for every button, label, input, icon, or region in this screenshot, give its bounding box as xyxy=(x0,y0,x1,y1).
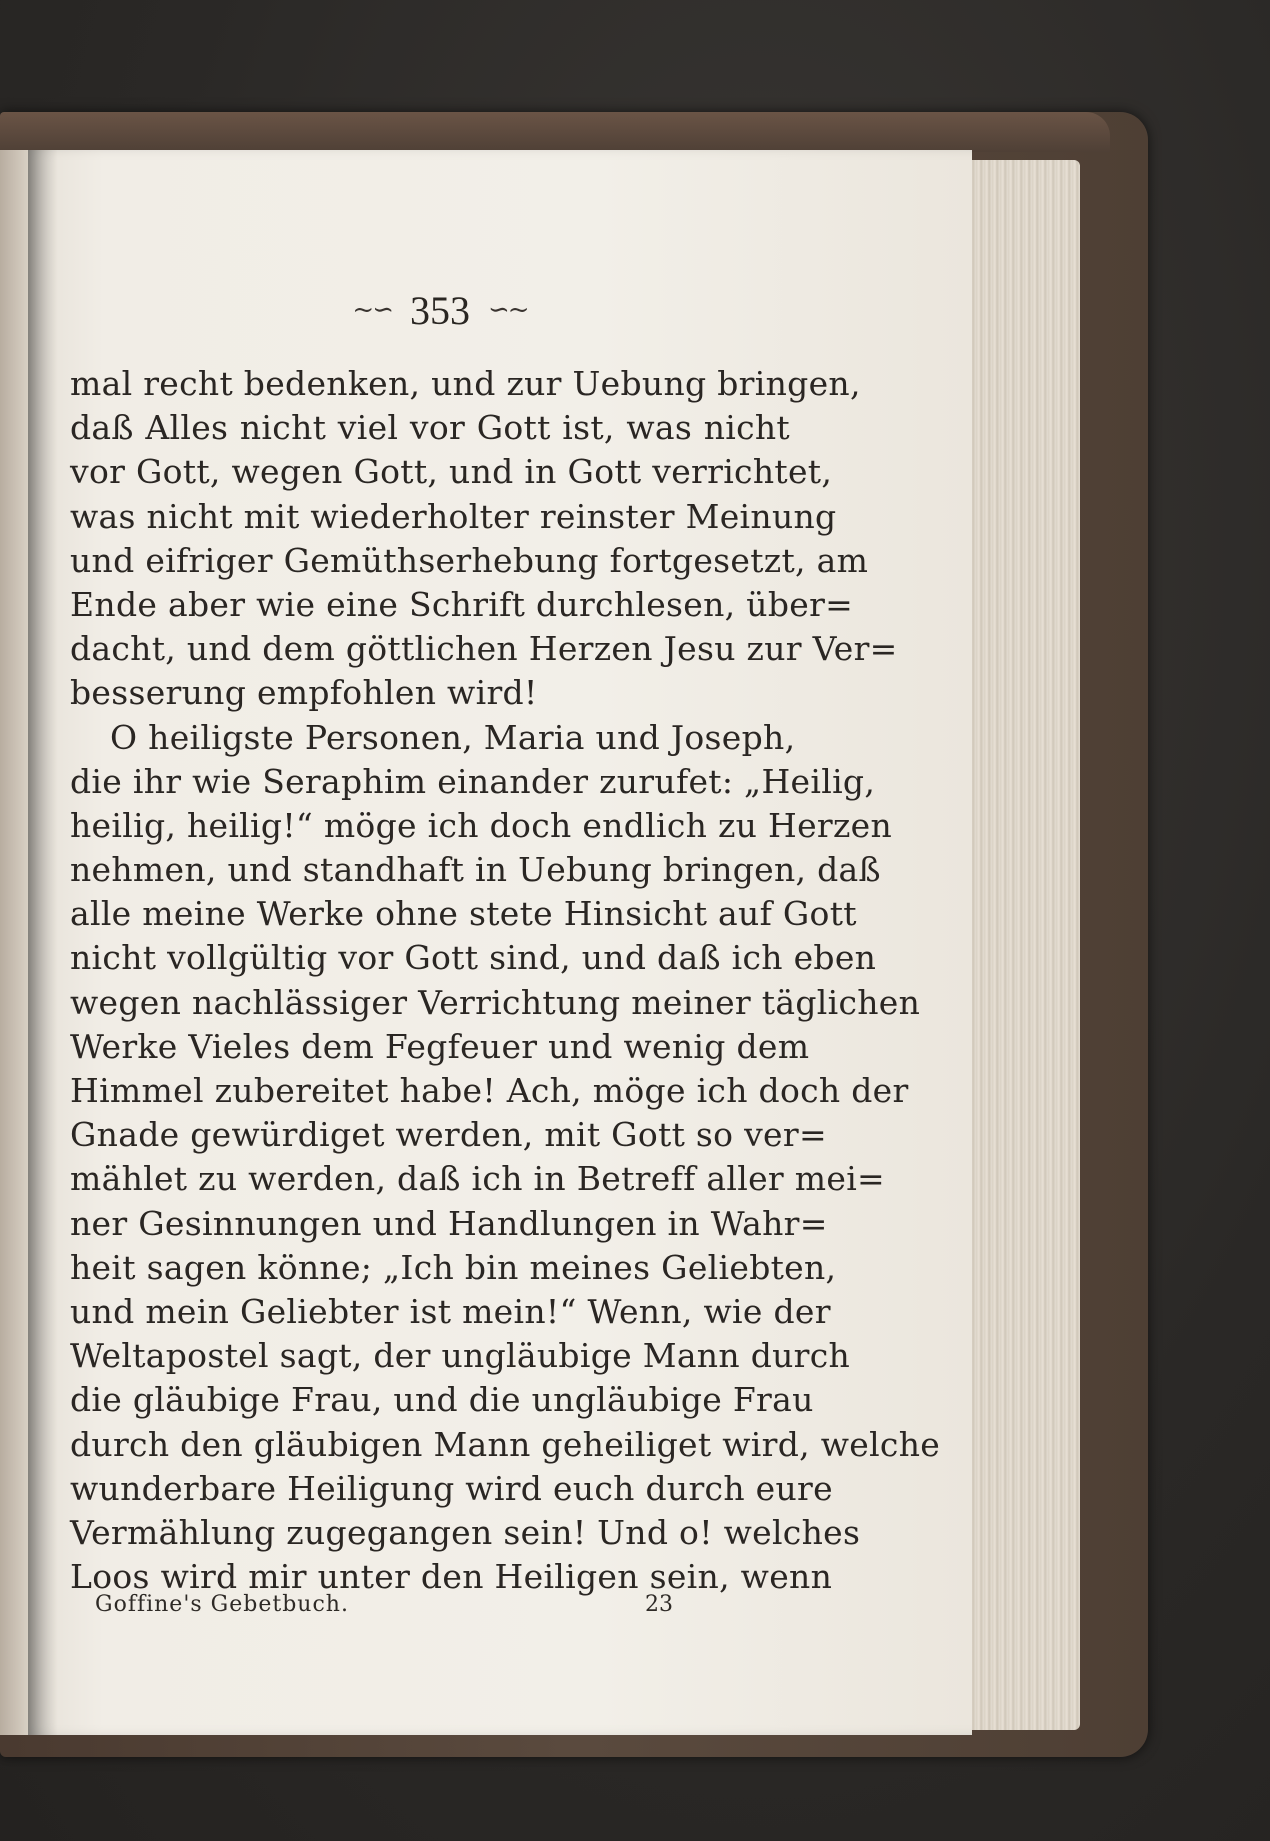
text-line: was nicht mit wiederholter reinster Meinung xyxy=(70,496,837,536)
page-header xyxy=(300,285,580,335)
text-line: vor Gott, wegen Gott, und in Gott verrichtet, xyxy=(70,452,833,492)
text-line: alle meine Werke ohne stete Hinsicht auf Gott xyxy=(70,894,857,934)
text-line: daß Alles nicht viel vor Gott ist, was nicht xyxy=(70,408,790,448)
text-line: mählet zu werden, daß ich in Betreff aller mei= xyxy=(70,1159,885,1199)
text-line: dacht, und dem göttlichen Herzen Jesu zur Ver= xyxy=(70,629,898,669)
text-line: ner Gesinnungen und Handlungen in Wahr= xyxy=(70,1203,828,1243)
facing-page-sliver xyxy=(0,150,28,1735)
text-line: wunderbare Heiligung wird euch durch eure xyxy=(70,1468,833,1508)
text-line: wegen nachlässiger Verrichtung meiner täglichen xyxy=(70,982,921,1022)
footer-book-title: Goffine's Gebetbuch. xyxy=(95,1592,349,1617)
text-line: mal recht bedenken, und zur Uebung bringen, xyxy=(70,364,861,403)
page-number: 353 xyxy=(410,287,470,333)
text-line: Loos wird mir unter den Heiligen sein, wenn xyxy=(70,1557,833,1597)
text-line: Vermählung zugegangen sein! Und o! welches xyxy=(70,1512,861,1552)
text-line: heit sagen könne; „Ich bin meines Geliebten, xyxy=(70,1247,837,1287)
text-line: O heiligste Personen, Maria und Joseph, xyxy=(110,717,796,757)
header-ornament-right: ∽~ xyxy=(488,295,528,325)
gutter-shadow xyxy=(28,150,58,1735)
text-line: besserung empfohlen wird! xyxy=(70,673,538,713)
text-line: die gläubige Frau, und die ungläubige Frau xyxy=(70,1380,814,1420)
text-line: durch den gläubigen Mann geheiliget wird, welche xyxy=(70,1424,941,1464)
text-line: Werke Vieles dem Fegfeuer und wenig dem xyxy=(70,1026,810,1066)
page-block-edges xyxy=(968,160,1080,1730)
text-line: nehmen, und standhaft in Uebung bringen, daß xyxy=(70,850,881,890)
text-line: Weltapostel sagt, der ungläubige Mann durch xyxy=(70,1336,851,1376)
page-footer xyxy=(95,1592,795,1628)
text-line: und eifriger Gemüthserhebung fortgesetzt, am xyxy=(70,540,869,580)
text-line: Ende aber wie eine Schrift durchlesen, über= xyxy=(70,584,854,624)
text-line: heilig, heilig!“ möge ich doch endlich zu Herzen xyxy=(70,805,893,845)
header-ornament-left: ~∽ xyxy=(352,295,392,325)
book-cover-top-edge xyxy=(0,112,1110,152)
text-line: nicht vollgültig vor Gott sind, und daß ich eben xyxy=(70,938,877,978)
footer-signature-mark: 23 xyxy=(645,1592,673,1617)
text-line: Himmel zubereitet habe! Ach, möge ich doch der xyxy=(70,1071,909,1110)
text-line: Gnade gewürdiget werden, mit Gott so ver= xyxy=(70,1115,827,1155)
text-line: die ihr wie Seraphim einander zurufet: „Heilig, xyxy=(70,761,876,801)
body-text xyxy=(70,362,941,1599)
text-line: und mein Geliebter ist mein!“ Wenn, wie der xyxy=(70,1291,831,1331)
